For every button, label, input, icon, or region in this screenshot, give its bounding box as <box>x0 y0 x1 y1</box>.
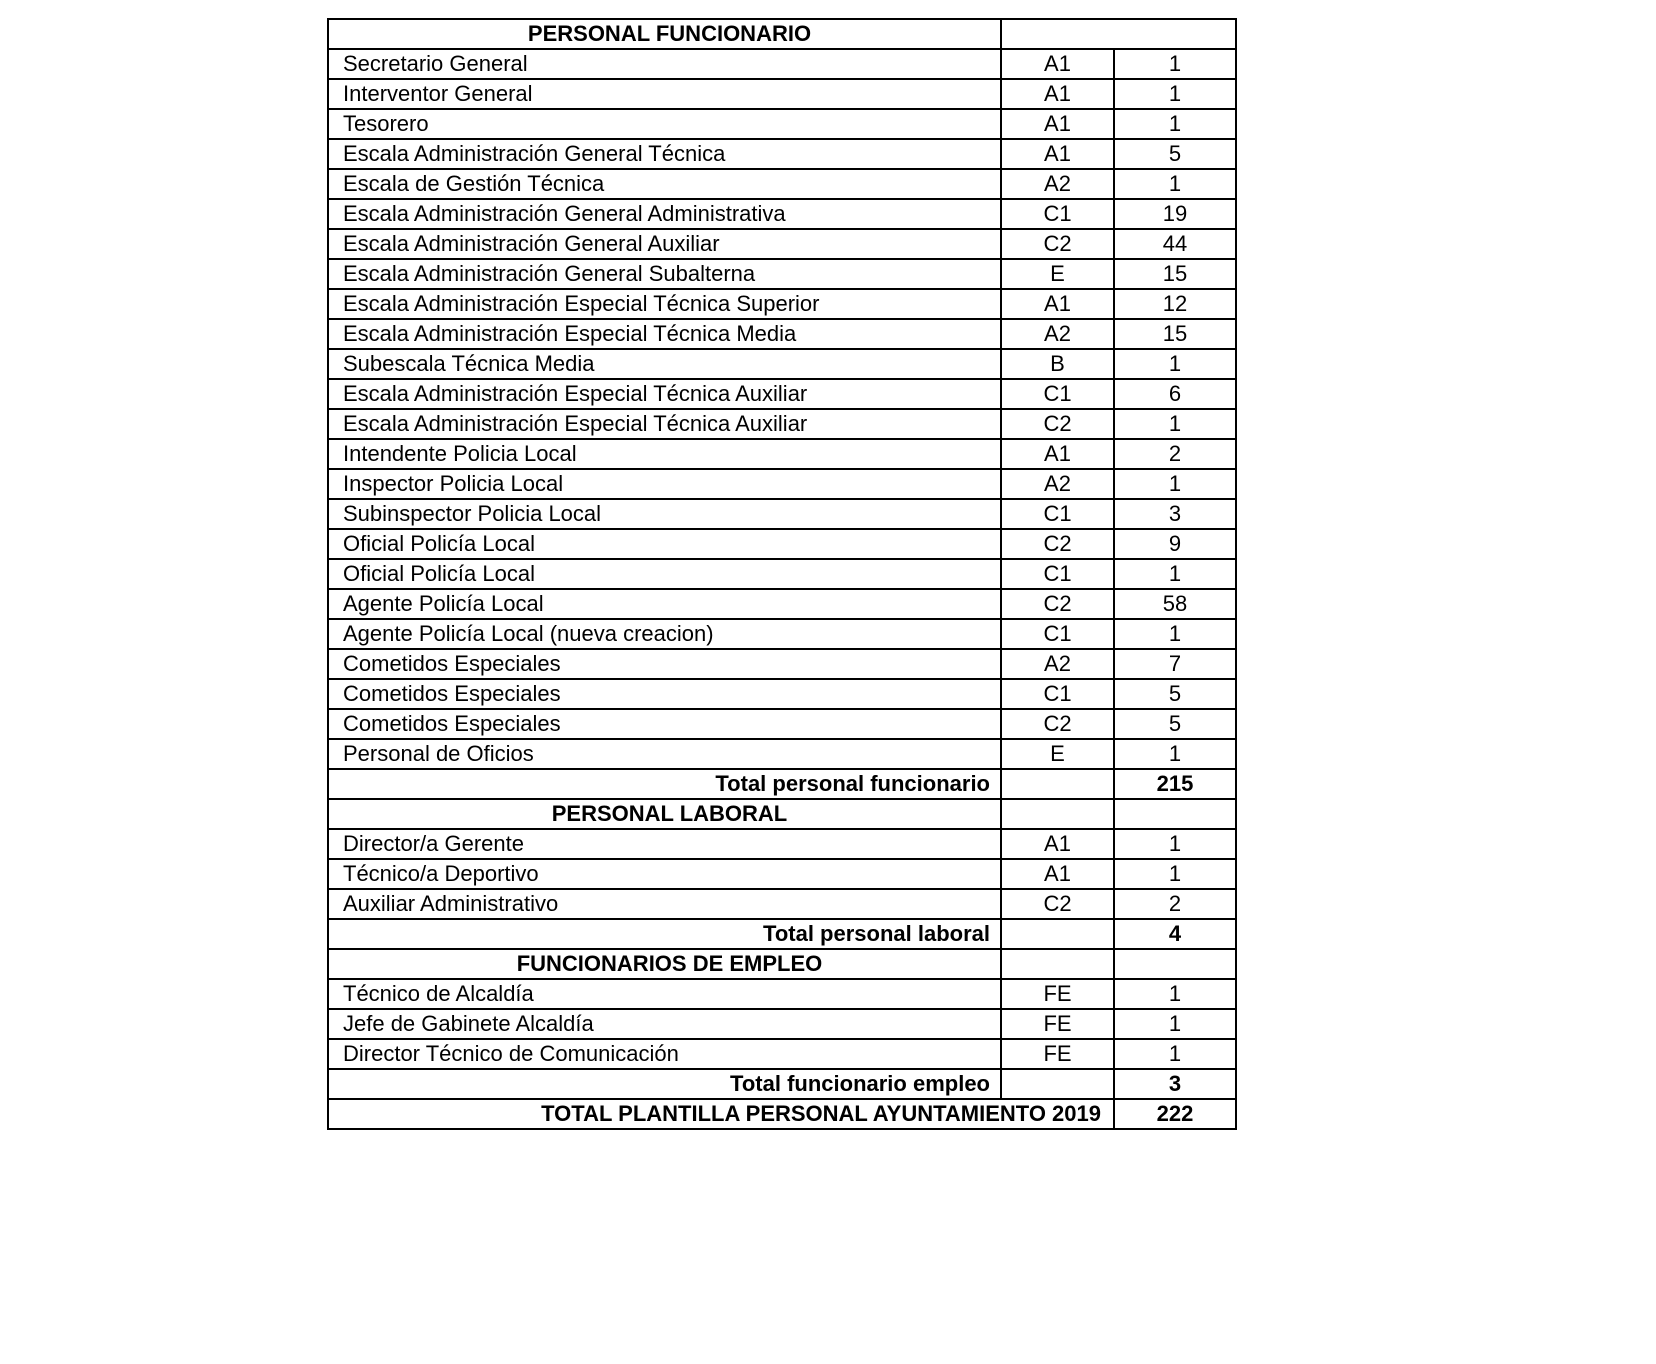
table-row <box>328 229 1236 259</box>
table-row <box>328 349 1236 379</box>
table-row <box>328 919 1236 949</box>
table-row <box>328 1069 1236 1099</box>
position-label: Oficial Policía Local <box>328 529 1001 559</box>
group-cell: E <box>1001 739 1114 769</box>
group-cell: A2 <box>1001 319 1114 349</box>
group-cell: A1 <box>1001 139 1114 169</box>
table-row <box>328 199 1236 229</box>
personnel-table <box>327 18 1237 1130</box>
count-cell: 1 <box>1114 109 1236 139</box>
count-cell: 7 <box>1114 649 1236 679</box>
count-cell: 58 <box>1114 589 1236 619</box>
table-row <box>328 529 1236 559</box>
group-cell: C2 <box>1001 529 1114 559</box>
group-cell: C2 <box>1001 409 1114 439</box>
grand-total-label: TOTAL PLANTILLA PERSONAL AYUNTAMIENTO 2019 <box>328 1099 1114 1129</box>
position-label: Escala Administración Especial Técnica Auxiliar <box>328 379 1001 409</box>
position-label: Cometidos Especiales <box>328 649 1001 679</box>
group-cell: C1 <box>1001 199 1114 229</box>
count-cell: 5 <box>1114 709 1236 739</box>
position-label: Escala Administración General Técnica <box>328 139 1001 169</box>
position-label: Oficial Policía Local <box>328 559 1001 589</box>
count-cell: 1 <box>1114 349 1236 379</box>
count-cell: 1 <box>1114 559 1236 589</box>
count-cell: 15 <box>1114 259 1236 289</box>
table-row <box>328 619 1236 649</box>
group-cell: C1 <box>1001 559 1114 589</box>
group-cell: A1 <box>1001 829 1114 859</box>
group-cell: A1 <box>1001 109 1114 139</box>
position-label: Cometidos Especiales <box>328 679 1001 709</box>
group-cell: C2 <box>1001 709 1114 739</box>
table-row <box>328 679 1236 709</box>
position-label: Secretario General <box>328 49 1001 79</box>
section-label: PERSONAL LABORAL <box>328 799 1001 829</box>
position-label: Cometidos Especiales <box>328 709 1001 739</box>
group-cell: FE <box>1001 979 1114 1009</box>
count-cell: 3 <box>1114 499 1236 529</box>
count-cell: 1 <box>1114 739 1236 769</box>
position-label: Inspector Policia Local <box>328 469 1001 499</box>
table-row <box>328 739 1236 769</box>
count-cell: 1 <box>1114 469 1236 499</box>
table-row <box>328 799 1236 829</box>
position-label: Jefe de Gabinete Alcaldía <box>328 1009 1001 1039</box>
position-label: Escala Administración General Auxiliar <box>328 229 1001 259</box>
count-cell: 1 <box>1114 49 1236 79</box>
total-label: Total personal laboral <box>328 919 1001 949</box>
table-row <box>328 649 1236 679</box>
group-cell: C1 <box>1001 499 1114 529</box>
table-row <box>328 949 1236 979</box>
table-row <box>328 589 1236 619</box>
position-label: Interventor General <box>328 79 1001 109</box>
section-label: PERSONAL FUNCIONARIO <box>328 19 1001 49</box>
table-row <box>328 829 1236 859</box>
position-label: Agente Policía Local <box>328 589 1001 619</box>
group-cell: B <box>1001 349 1114 379</box>
table-row <box>328 139 1236 169</box>
count-cell: 1 <box>1114 1009 1236 1039</box>
count-cell: 1 <box>1114 79 1236 109</box>
group-cell: A1 <box>1001 439 1114 469</box>
group-cell: A1 <box>1001 79 1114 109</box>
section-label: FUNCIONARIOS DE EMPLEO <box>328 949 1001 979</box>
table-row <box>328 979 1236 1009</box>
table-row <box>328 499 1236 529</box>
group-cell: A2 <box>1001 469 1114 499</box>
position-label: Subinspector Policia Local <box>328 499 1001 529</box>
total-count: 215 <box>1114 769 1236 799</box>
count-cell: 9 <box>1114 529 1236 559</box>
table-row <box>328 319 1236 349</box>
table-row <box>328 769 1236 799</box>
position-label: Director Técnico de Comunicación <box>328 1039 1001 1069</box>
table-row <box>328 889 1236 919</box>
count-cell: 1 <box>1114 829 1236 859</box>
empty-cell <box>1001 769 1114 799</box>
table-row <box>328 259 1236 289</box>
grand-total-count: 222 <box>1114 1099 1236 1129</box>
group-cell: E <box>1001 259 1114 289</box>
table-row <box>328 49 1236 79</box>
count-cell: 1 <box>1114 859 1236 889</box>
table-body <box>328 19 1236 1129</box>
group-cell: C2 <box>1001 229 1114 259</box>
group-cell: C2 <box>1001 589 1114 619</box>
group-cell: C2 <box>1001 889 1114 919</box>
group-cell: C1 <box>1001 619 1114 649</box>
count-cell: 12 <box>1114 289 1236 319</box>
count-cell: 44 <box>1114 229 1236 259</box>
position-label: Escala de Gestión Técnica <box>328 169 1001 199</box>
table-row <box>328 559 1236 589</box>
position-label: Tesorero <box>328 109 1001 139</box>
group-cell: FE <box>1001 1039 1114 1069</box>
position-label: Escala Administración Especial Técnica Auxiliar <box>328 409 1001 439</box>
empty-cell <box>1114 799 1236 829</box>
empty-cell <box>1001 919 1114 949</box>
total-label: Total funcionario empleo <box>328 1069 1001 1099</box>
group-cell: A2 <box>1001 169 1114 199</box>
empty-cell <box>1001 19 1236 49</box>
table-row <box>328 1039 1236 1069</box>
position-label: Director/a Gerente <box>328 829 1001 859</box>
count-cell: 6 <box>1114 379 1236 409</box>
total-count: 4 <box>1114 919 1236 949</box>
count-cell: 1 <box>1114 619 1236 649</box>
position-label: Agente Policía Local (nueva creacion) <box>328 619 1001 649</box>
table-row <box>328 289 1236 319</box>
count-cell: 2 <box>1114 889 1236 919</box>
empty-cell <box>1114 949 1236 979</box>
table-row <box>328 169 1236 199</box>
count-cell: 15 <box>1114 319 1236 349</box>
table-row <box>328 379 1236 409</box>
table-row <box>328 19 1236 49</box>
position-label: Personal de Oficios <box>328 739 1001 769</box>
table-row <box>328 109 1236 139</box>
table-row <box>328 409 1236 439</box>
table-row <box>328 1009 1236 1039</box>
total-label: Total personal funcionario <box>328 769 1001 799</box>
total-count: 3 <box>1114 1069 1236 1099</box>
count-cell: 5 <box>1114 679 1236 709</box>
table-row <box>328 859 1236 889</box>
count-cell: 1 <box>1114 979 1236 1009</box>
empty-cell <box>1001 799 1114 829</box>
table-row <box>328 79 1236 109</box>
count-cell: 1 <box>1114 409 1236 439</box>
position-label: Técnico de Alcaldía <box>328 979 1001 1009</box>
position-label: Escala Administración General Subalterna <box>328 259 1001 289</box>
group-cell: FE <box>1001 1009 1114 1039</box>
empty-cell <box>1001 949 1114 979</box>
position-label: Auxiliar Administrativo <box>328 889 1001 919</box>
group-cell: C1 <box>1001 679 1114 709</box>
count-cell: 1 <box>1114 1039 1236 1069</box>
count-cell: 1 <box>1114 169 1236 199</box>
group-cell: A2 <box>1001 649 1114 679</box>
group-cell: A1 <box>1001 859 1114 889</box>
position-label: Escala Administración Especial Técnica Superior <box>328 289 1001 319</box>
group-cell: C1 <box>1001 379 1114 409</box>
table-row <box>328 469 1236 499</box>
personnel-table-grid <box>327 18 1237 1130</box>
group-cell: A1 <box>1001 49 1114 79</box>
count-cell: 5 <box>1114 139 1236 169</box>
position-label: Intendente Policia Local <box>328 439 1001 469</box>
group-cell: A1 <box>1001 289 1114 319</box>
position-label: Escala Administración General Administrativa <box>328 199 1001 229</box>
position-label: Técnico/a Deportivo <box>328 859 1001 889</box>
table-row <box>328 1099 1236 1129</box>
position-label: Escala Administración Especial Técnica Media <box>328 319 1001 349</box>
empty-cell <box>1001 1069 1114 1099</box>
table-row <box>328 439 1236 469</box>
table-row <box>328 709 1236 739</box>
count-cell: 2 <box>1114 439 1236 469</box>
count-cell: 19 <box>1114 199 1236 229</box>
position-label: Subescala Técnica Media <box>328 349 1001 379</box>
